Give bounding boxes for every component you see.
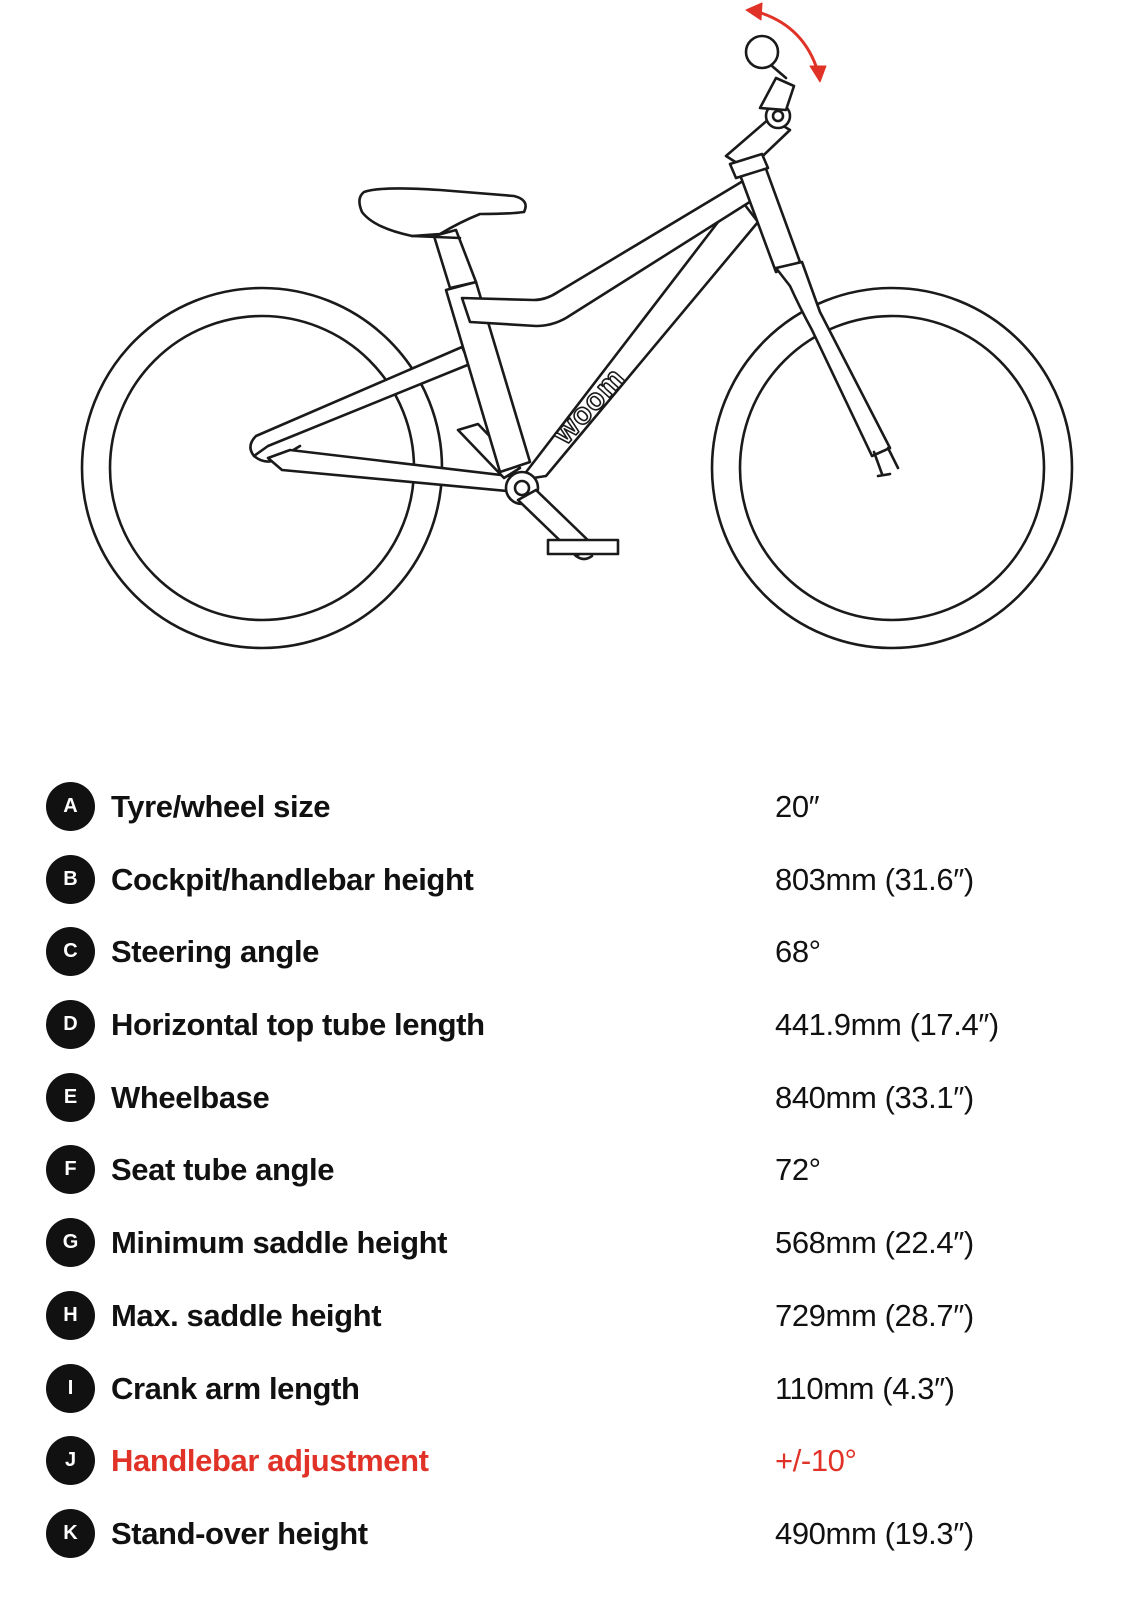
spec-row-tyre-wheel-size: [0, 782, 1140, 855]
spec-label: Stand-over height: [111, 1515, 368, 1551]
spec-letter-badge: F: [46, 1145, 95, 1194]
spec-letter-badge: C: [46, 927, 95, 976]
handlebar-riser: [760, 78, 794, 110]
spec-value: 72°: [775, 1152, 821, 1188]
spec-row-minimum-saddle-height: [0, 1218, 1140, 1291]
spec-letter-badge: B: [46, 855, 95, 904]
spec-label: Max. saddle height: [111, 1297, 382, 1333]
geometry-spec-table: [0, 782, 1140, 1582]
pedal: [548, 540, 618, 554]
spec-letter-badge: J: [46, 1436, 95, 1485]
bike-diagram: [0, 0, 1140, 680]
spec-value: 568mm (22.4″): [775, 1225, 974, 1261]
spec-letter-badge: A: [46, 782, 95, 831]
spec-row-wheelbase: [0, 1073, 1140, 1146]
spec-letter-badge: H: [46, 1291, 95, 1340]
spec-row-steering-angle: [0, 927, 1140, 1000]
spec-label: Seat tube angle: [111, 1152, 335, 1188]
spec-label: Handlebar adjustment: [111, 1443, 429, 1479]
spec-row-handlebar-adjustment: [0, 1436, 1140, 1509]
spec-label: Horizontal top tube length: [111, 1007, 485, 1043]
spec-value: 20″: [775, 789, 820, 824]
spec-label: Steering angle: [111, 934, 320, 970]
spec-label: Minimum saddle height: [111, 1225, 448, 1261]
spec-row-seat-tube-angle: [0, 1145, 1140, 1218]
spec-label: Cockpit/handlebar height: [111, 861, 474, 897]
spec-letter-badge: G: [46, 1218, 95, 1267]
spec-value: 490mm (19.3″): [775, 1515, 974, 1551]
spec-value: +/-10°: [775, 1443, 857, 1479]
spec-value: 840mm (33.1″): [775, 1079, 974, 1115]
spec-row-max-saddle-height: [0, 1291, 1140, 1364]
spec-value: 441.9mm (17.4″): [775, 1007, 999, 1043]
front-wheel: [712, 288, 1072, 648]
spec-row-horizontal-top-tube-length: [0, 1000, 1140, 1073]
spec-value: 110mm (4.3″): [775, 1370, 955, 1406]
spec-letter-badge: K: [46, 1509, 95, 1558]
spec-label: Crank arm length: [111, 1370, 360, 1406]
spec-value: 68°: [775, 934, 821, 970]
spec-letter-badge: E: [46, 1073, 95, 1122]
spec-row-stand-over-height: [0, 1509, 1140, 1582]
spec-letter-badge: I: [46, 1364, 95, 1413]
frame-brand-logo: woom: [546, 361, 632, 451]
spec-value: 803mm (31.6″): [775, 861, 974, 897]
spec-label: Tyre/wheel size: [111, 789, 331, 824]
saddle: [359, 188, 525, 236]
handlebar-grip: [746, 36, 778, 68]
spec-value: 729mm (28.7″): [775, 1297, 974, 1333]
spec-row-crank-arm-length: [0, 1364, 1140, 1437]
spec-letter-badge: D: [46, 1000, 95, 1049]
spec-label: Wheelbase: [111, 1079, 270, 1115]
spec-row-cockpit-handlebar-height: [0, 855, 1140, 928]
